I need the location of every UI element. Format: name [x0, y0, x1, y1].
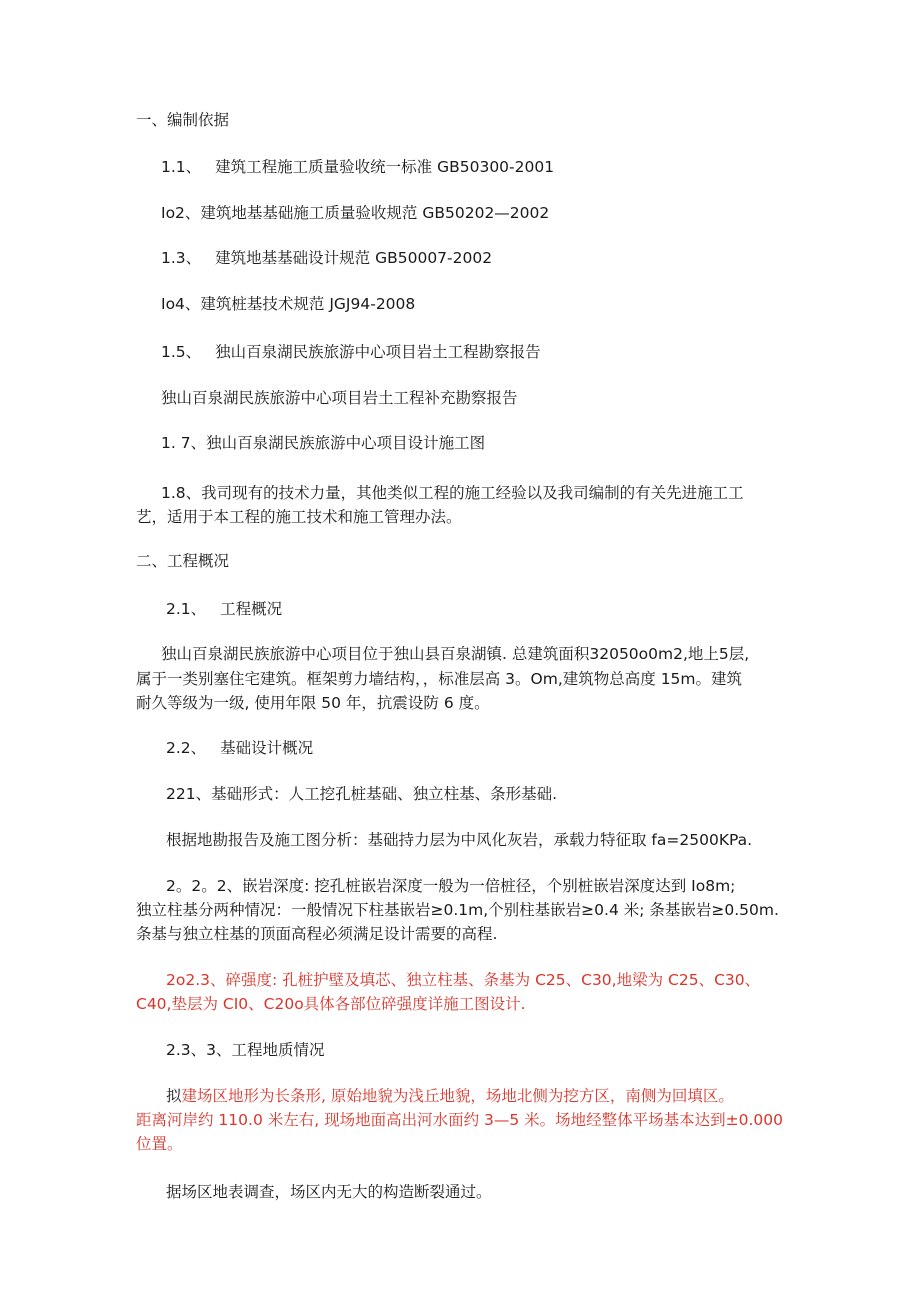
item-number: 1.5、: [161, 343, 202, 361]
subsection-2-1-heading: [166, 598, 282, 620]
basis-item-1-6: [161, 387, 518, 409]
basis-item-1-5: [161, 341, 541, 363]
embed-depth-line-2: 独立柱基分两种情况：一般情况下柱基嵌岩≥0.1m,个别柱基嵌岩≥0.4 米; 条基嵌岩≥0.50m.: [136, 901, 779, 919]
section1-heading: 一、编制依据: [136, 111, 230, 129]
geology-line-1: [166, 1085, 734, 1107]
geology-prefix: 拟: [166, 1087, 182, 1105]
item-text: 建筑工程施工质量验收统一标准 GB50300-2001: [215, 158, 555, 176]
item-text: 独山百泉湖民族旅游中心项目岩土工程补充勘察报告: [161, 389, 518, 407]
subsection-2-2-heading: [166, 737, 313, 759]
basis-item-1-2: [161, 202, 549, 224]
item-text: 独山百泉湖民族旅游中心项目岩土工程勘察报告: [215, 343, 541, 361]
item-number: Io2、: [161, 204, 201, 222]
basis-item-1-1: [161, 156, 554, 178]
item-text: 独山百泉湖民族旅游中心项目设计施工图: [206, 434, 486, 452]
bearing-layer: 根据地勘报告及施工图分析：基础持力层为中风化灰岩，承载力特征取 fa=2500KPa.: [166, 831, 753, 849]
item-number: 1.1、: [161, 158, 202, 176]
subsection-title: 工程概况: [220, 600, 283, 618]
basis-item-1-8-line1: 1.8、我司现有的技术力量，其他类似工程的施工经验以及我司编制的有关先进施工工: [161, 484, 744, 502]
geology-line-2: 距离河岸约 110.0 米左右, 现场地面高出河水面约 3—5 米。场地经整体平场基本达到±0.000: [136, 1111, 784, 1129]
subsection-2-3-heading: 2.3、3、工程地质情况: [166, 1041, 325, 1059]
concrete-strength-line-1: 2o2.3、碎强度: 孔桩护壁及填芯、独立柱基、条基为 C25、C30,地梁为 C25、C30、: [166, 971, 761, 989]
embed-depth-line-3: 条基与独立柱基的顶面高程必须满足设计需要的高程.: [136, 925, 498, 943]
overview-line-2: 属于一类别塞住宅建筑。框架剪力墙结构，，标准层高 3。Om,建筑物总高度 15m。建筑: [136, 670, 743, 688]
subsection-number: 2.1、: [166, 600, 207, 618]
foundation-form: 221、基础形式：人工挖孔桩基础、独立柱基、条形基础.: [166, 785, 558, 803]
basis-item-1-7: [161, 432, 485, 454]
concrete-strength-line-2: C40,垫层为 CI0、C20o具体各部位碎强度详施工图设计.: [136, 995, 526, 1013]
basis-item-1-4: [161, 293, 415, 315]
item-number: Io4、: [161, 295, 201, 313]
subsection-number: 2.2、: [166, 739, 207, 757]
fault-survey: 据场区地表调查，场区内无大的构造断裂通过。: [166, 1183, 492, 1201]
geology-line-3: 位置。: [136, 1135, 183, 1153]
basis-item-1-3: [161, 247, 492, 269]
item-text: 建筑地基基础施工质量验收规范 GB50202—2002: [200, 204, 550, 222]
item-number: 1.3、: [161, 249, 202, 267]
basis-item-1-8-line2: 艺，适用于本工程的施工技术和施工管理办法。: [136, 508, 462, 526]
overview-line-1: 独山百泉湖民族旅游中心项目位于独山县百泉湖镇. 总建筑面积32050o0m2,地上5层,: [161, 645, 750, 663]
overview-line-3: 耐久等级为一级, 使用年限 50 年，抗震设防 6 度。: [136, 694, 490, 712]
embed-depth-line-1: 2。2。2、嵌岩深度: 挖孔桩嵌岩深度一般为一倍桩径，个别桩嵌岩深度达到 Io8m;: [166, 877, 736, 895]
item-text: 建筑桩基技术规范 JGJ94-2008: [200, 295, 416, 313]
subsection-title: 基础设计概况: [220, 739, 314, 757]
item-number: 1. 7、: [161, 434, 207, 452]
section2-heading: 二、工程概况: [136, 552, 230, 570]
geology-text: 建场区地形为长条形, 原始地貌为浅丘地貌，场地北侧为挖方区，南侧为回填区。: [181, 1087, 734, 1105]
item-text: 建筑地基基础设计规范 GB50007-2002: [215, 249, 493, 267]
